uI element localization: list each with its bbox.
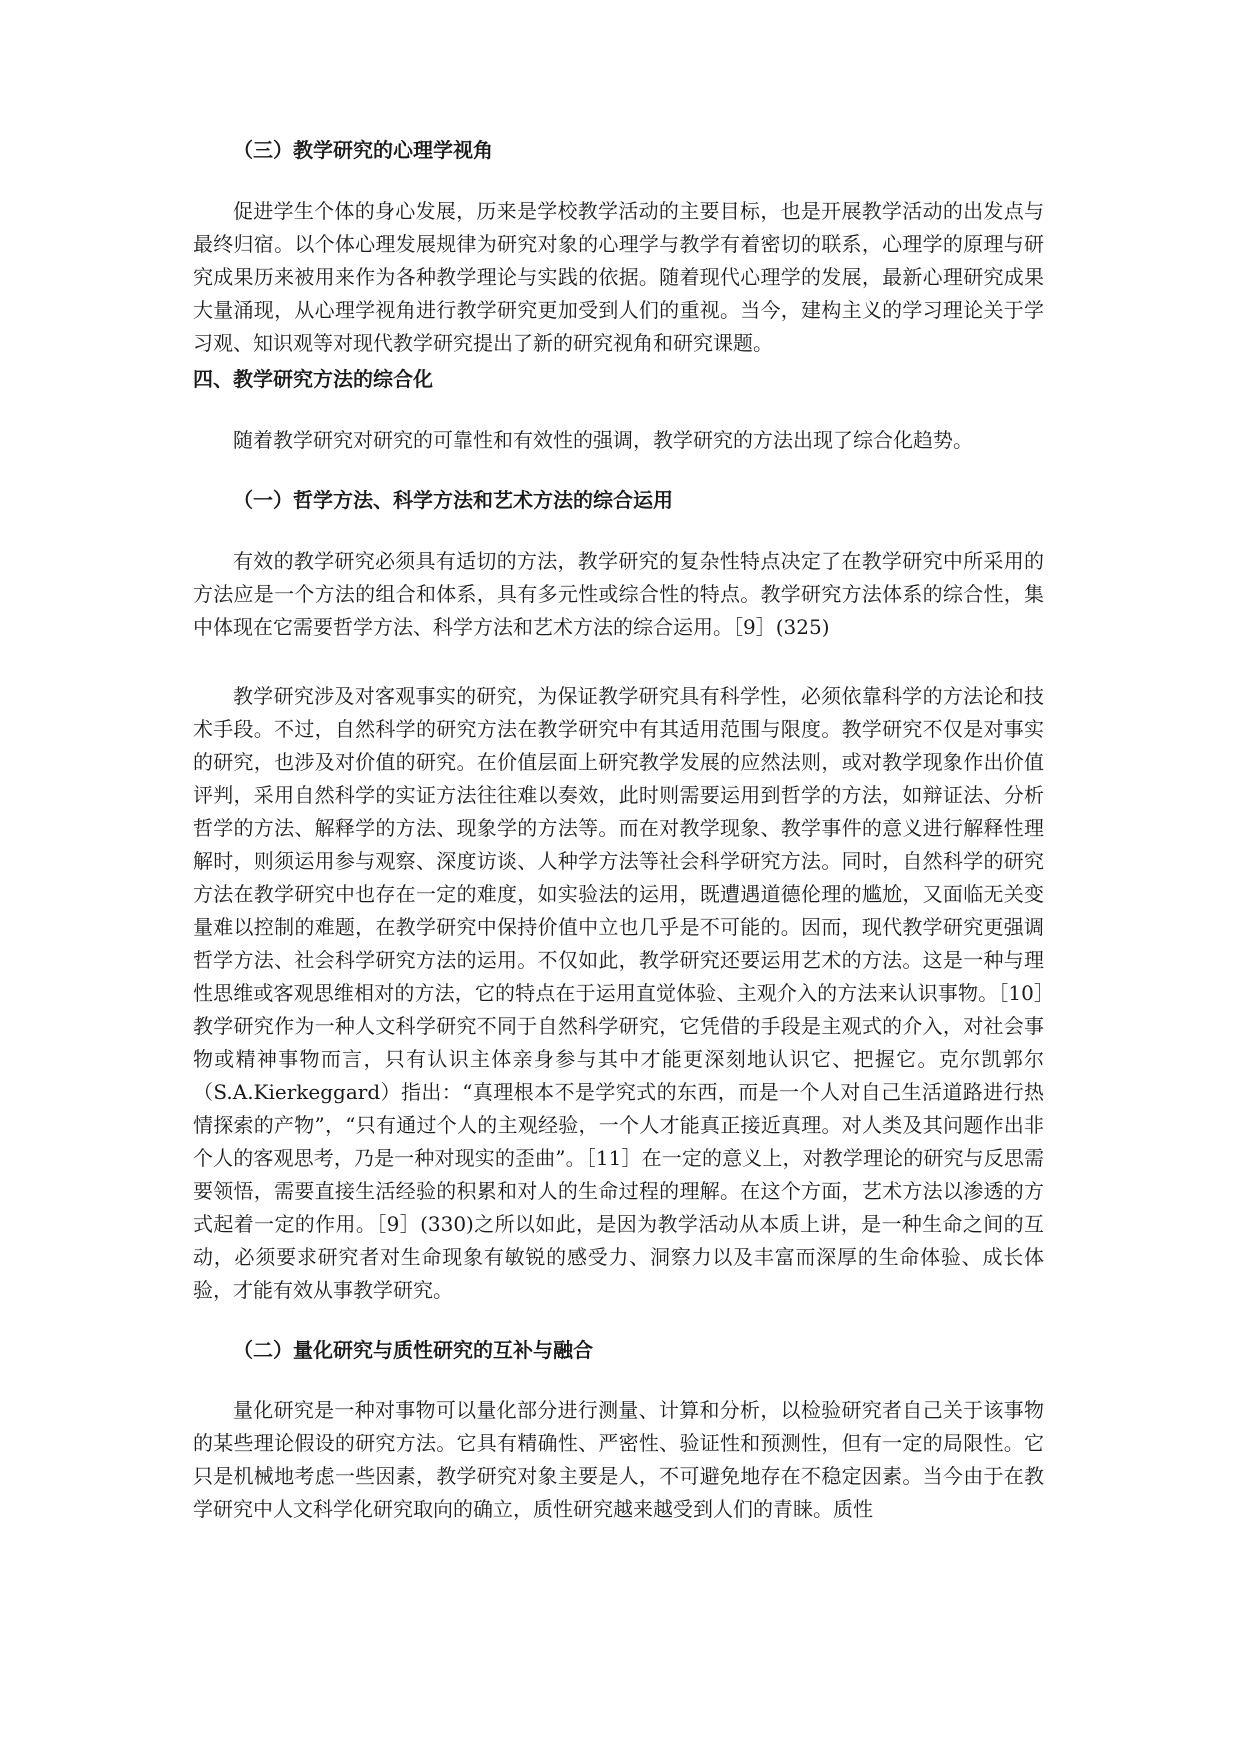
subsection-heading-methods: （一）哲学方法、科学方法和艺术方法的综合运用 — [233, 488, 673, 512]
subsection-heading-quant-qual: （二）量化研究与质性研究的互补与融合 — [233, 1338, 593, 1362]
paragraph-methods: 有效的教学研究必须具有适切的方法，教学研究的复杂性特点决定了在教学研究中所采用的方法应是一个方法的组合和体系，具有多元性或综合性的特点。教学研究方法体系的综合性，集中体现在它需要哲学方法、科学方法和艺术方法的综合运用。［9］(325) — [193, 549, 1044, 639]
paragraph-science-art: 教学研究涉及对客观事实的研究，为保证教学研究具有科学性，必须依靠科学的方法论和技术手段。不过，自然科学的研究方法在教学研究中有其适用范围与限度。教学研究不仅是对事实的研究，也涉及对价值的研究。在价值层面上研究教学发展的应然法则，或对教学现象作出价值评判，采用自然科学的实证方法往往难以奏效，此时则需要运用到哲学的方法，如辩证法、分析哲学的方法、解释学的方法、现象学的方法等。而在对教学现象、教学事件的意义进行解释性理解时，则须运用参与观察、深度访谈、人种学方法等社会科学研究方法。同时，自然科学的研究方法在教学研究中也存在一定的难度，如实验法的运用，既遭遇道德伦理的尴尬，又面临无关变量难以控制的难题，在教学研究中保持价值中立也几乎是不可能的。因而，现代教学研究更强调哲学方法、社会科学研究方法的运用。不仅如此，教学研究还要运用艺术的方法。这是一种与理性思维或客观思维相对的方法，它的特点在于运用直觉体验、主观介入的方法来认识事物。［10］教学研究作为一种人文科学研究不同于自然科学研究，它凭借的手段是主观式的介入，对社会事物或精神事物而言，只有认识主体亲身参与其中才能更深刻地认识它、把握它。克尔凯郭尔（S.A.Kierkeggard）指出：“真理根本不是学究式的东西，而是一个人对自己生活道路进行热情探索的产物”，“只有通过个人的主观经验，一个人才能真正接近真理。对人类及其问题作出非个人的客观思考，乃是一种对现实的歪曲”。［11］在一定的意义上，对教学理论的研究与反思需要领悟，需要直接生活经验的积累和对人的生命过程的理解。在这个方面，艺术方法以渗透的方式起着一定的作用。［9］(330)之所以如此，是因为教学活动从本质上讲，是一种生命之间的互动，必须要求研究者对生命现象有敏锐的感受力、洞察力以及丰富而深厚的生命体验、成长体验，才能有效从事教学研究。 — [193, 684, 1044, 1302]
paragraph-quant: 量化研究是一种对事物可以量化部分进行测量、计算和分析，以检验研究者自己关于该事物的某些理论假设的研究方法。它具有精确性、严密性、验证性和预测性，但有一定的局限性。它只是机械地考虑一些因素，教学研究对象主要是人，不可避免地存在不稳定因素。当今由于在教学研究中人文科学化研究取向的确立，质性研究越来越受到人们的青睐。质性 — [193, 1398, 1044, 1521]
part-heading-methods: 四、教学研究方法的综合化 — [193, 367, 433, 391]
section-heading-psychology: （三）教学研究的心理学视角 — [233, 138, 493, 162]
paragraph-psychology: 促进学生个体的身心发展，历来是学校教学活动的主要目标，也是开展教学活动的出发点与最终归宿。以个体心理发展规律为研究对象的心理学与教学有着密切的联系，心理学的原理与研究成果历来被用来作为各种教学理论与实践的依据。随着现代心理学的发展，最新心理研究成果大量涌现，从心理学视角进行教学研究更加受到人们的重视。当今，建构主义的学习理论关于学习观、知识观等对现代教学研究提出了新的研究视角和研究课题。 — [193, 199, 1044, 355]
paragraph-intro: 随着教学研究对研究的可靠性和有效性的强调，教学研究的方法出现了综合化趋势。 — [233, 428, 973, 452]
